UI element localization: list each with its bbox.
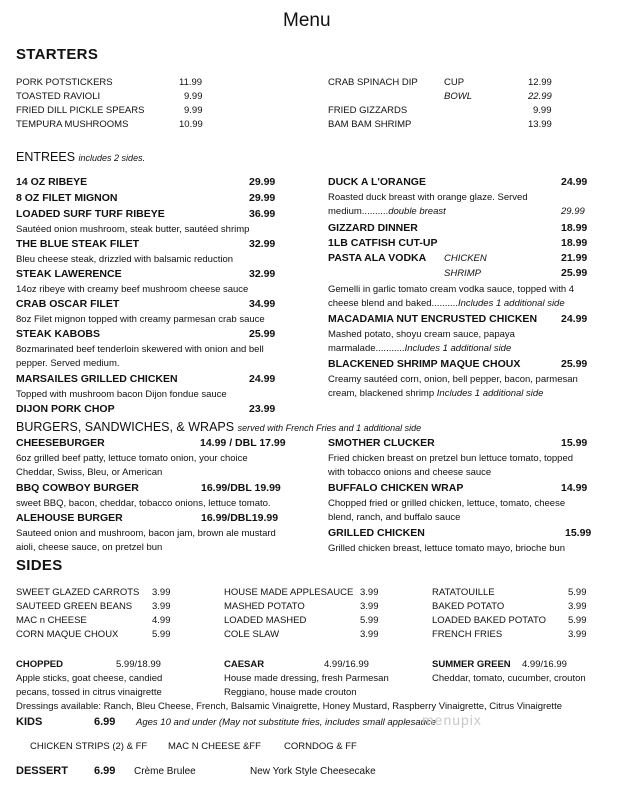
kids-item: CHICKEN STRIPS (2) & FF xyxy=(30,741,148,752)
entree-price: 24.99 xyxy=(249,373,276,385)
salad-description: Apple sticks, goat cheese, candied xyxy=(16,673,163,684)
entrees-heading: ENTREES includes 2 sides. xyxy=(16,150,146,164)
page-title: Menu xyxy=(283,10,331,31)
side-price: 3.99 xyxy=(360,587,379,598)
side-name: FRENCH FRIES xyxy=(432,629,503,640)
dessert-item: Crème Brulee xyxy=(134,766,196,777)
burger-description: Fried chicken breast on pretzel bun lettuce tomato, topped xyxy=(328,453,574,464)
dessert-item: New York Style Cheesecake xyxy=(250,766,376,777)
dessert-price: 6.99 xyxy=(94,765,116,777)
dressings-available: Dressings available: Ranch, Bleu Cheese, French, Balsamic Vinaigrette, Honey Mustard, Raspberry Vinaigrette, Citrus Vinaigrette xyxy=(16,701,562,712)
side-price: 3.99 xyxy=(360,629,379,640)
kids-item: MAC N CHEESE &FF xyxy=(168,741,261,752)
starter-name: PORK POTSTICKERS xyxy=(16,77,113,88)
salad-name: CHOPPED xyxy=(16,659,63,670)
sides-heading: SIDES xyxy=(16,557,63,574)
salad-price: 4.99/16.99 xyxy=(324,659,369,670)
side-name: RATATOUILLE xyxy=(432,587,495,598)
entree-description: 8oz Filet mignon topped with creamy parmesan crab sauce xyxy=(16,314,265,325)
entree-price: 24.99 xyxy=(561,313,588,325)
crab-dip-bowl-label: BOWL xyxy=(444,91,472,102)
burger-description: sweet BBQ, bacon, cheddar, tobacco onions, lettuce tomato. xyxy=(16,498,271,509)
entree-name: GIZZARD DINNER xyxy=(328,222,418,234)
entree-description: Roasted duck breast with orange glaze. Served xyxy=(328,192,528,203)
burger-description: Grilled chicken breast, lettuce tomato mayo, brioche bun xyxy=(328,543,566,554)
entrees-note: includes 2 sides. xyxy=(78,153,146,163)
side-name: SAUTEED GREEN BEANS xyxy=(16,601,133,612)
salad-price: 5.99/18.99 xyxy=(116,659,161,670)
side-price: 5.99 xyxy=(152,629,171,640)
burger-name: GRILLED CHICKEN xyxy=(328,527,425,539)
side-price: 4.99 xyxy=(152,615,171,626)
kids-note: Ages 10 and under (May not substitute fries, includes small applesauce xyxy=(136,717,436,728)
entree-description: Bleu cheese steak, drizzled with balsamic reduction xyxy=(16,254,234,265)
entree-name: DUCK A L'ORANGE xyxy=(328,176,426,188)
side-name: LOADED BAKED POTATO xyxy=(432,615,547,626)
burger-description: Sauteed onion and mushroom, bacon jam, brown ale mustard xyxy=(16,528,276,539)
entree-description: Topped with mushroom bacon Dijon fondue sauce xyxy=(16,389,227,400)
entree-name: 1LB CATFISH CUT-UP xyxy=(328,237,438,249)
entree-description: Sautéed onion mushroom, steak butter, sautéed shrimp xyxy=(16,224,250,235)
side-price: 3.99 xyxy=(568,601,587,612)
entree-description: pepper. Served medium. xyxy=(16,358,120,369)
starter-price: 13.99 xyxy=(528,119,552,130)
salad-description: Cheddar, tomato, cucumber, crouton xyxy=(432,673,586,684)
burger-description: Chopped fried or grilled chicken, lettuce, tomato, cheese xyxy=(328,498,566,509)
entree-description: marmalade...........Includes 1 additional side xyxy=(328,343,512,354)
entree-description: cheese blend and baked..........Includes 1 additional side xyxy=(328,298,565,309)
kids-heading: KIDS xyxy=(16,716,43,728)
kids-price: 6.99 xyxy=(94,716,116,728)
entree-name: THE BLUE STEAK FILET xyxy=(16,238,140,250)
dessert-heading: DESSERT xyxy=(16,765,68,777)
entree-price: 24.99 xyxy=(561,176,588,188)
entree-description: 8ozmarinated beef tenderloin skewered with onion and bell xyxy=(16,344,264,355)
entree-name: MACADAMIA NUT ENCRUSTED CHICKEN xyxy=(328,313,538,325)
entree-description: cream, blackened shrimp Includes 1 additional side xyxy=(328,388,544,399)
crab-dip-bowl-price: 22.99 xyxy=(528,91,552,102)
kids-item: CORNDOG & FF xyxy=(284,741,357,752)
burger-price: 15.99 xyxy=(565,527,592,539)
burgers-note: served with French Fries and 1 additional side xyxy=(237,423,422,433)
entree-price: 18.99 xyxy=(561,237,588,249)
entree-price: 25.99 xyxy=(561,267,588,279)
burger-description: 6oz grilled beef patty, lettuce tomato onion, your choice xyxy=(16,453,248,464)
entree-price: 18.99 xyxy=(561,222,588,234)
burger-price: 14.99 xyxy=(561,482,588,494)
side-price: 5.99 xyxy=(360,615,379,626)
side-name: SWEET GLAZED CARROTS xyxy=(16,587,140,598)
salad-description: Reggiano, house made crouton xyxy=(224,687,357,698)
entree-price: 23.99 xyxy=(249,403,276,415)
starter-name: FRIED DILL PICKLE SPEARS xyxy=(16,105,145,116)
side-name: MASHED POTATO xyxy=(224,601,305,612)
entree-price: 34.99 xyxy=(249,298,276,310)
salad-description: House made dressing, fresh Parmesan xyxy=(224,673,389,684)
side-name: LOADED MASHED xyxy=(224,615,307,626)
burger-name: SMOTHER CLUCKER xyxy=(328,437,435,449)
vodka-option: CHICKEN xyxy=(444,253,487,264)
entree-name: LOADED SURF TURF RIBEYE xyxy=(16,208,165,220)
crab-dip-cup-label: CUP xyxy=(444,77,465,88)
starter-price: 9.99 xyxy=(184,91,203,102)
burger-description: Cheddar, Swiss, Bleu, or American xyxy=(16,467,163,478)
burger-description: aioli, cheese sauce, on pretzel bun xyxy=(16,542,163,553)
entree-price: 29.99 xyxy=(249,176,276,188)
entree-price: 29.99 xyxy=(561,206,585,217)
entree-name: 8 OZ FILET MIGNON xyxy=(16,192,118,204)
side-name: COLE SLAW xyxy=(224,629,280,640)
entree-description: Mashed potato, shoyu cream sauce, papaya xyxy=(328,329,515,340)
burger-price: 16.99/DBL 19.99 xyxy=(201,482,281,494)
entree-price: 29.99 xyxy=(249,192,276,204)
burger-name: BUFFALO CHICKEN WRAP xyxy=(328,482,464,494)
entree-name: DIJON PORK CHOP xyxy=(16,403,115,415)
entree-name: STEAK KABOBS xyxy=(16,328,101,340)
burger-price: 15.99 xyxy=(561,437,588,449)
burger-description: with tobacco onions and cheese sauce xyxy=(328,467,492,478)
entree-price: 25.99 xyxy=(561,358,588,370)
salad-price: 4.99/16.99 xyxy=(522,659,567,670)
entree-name: BLACKENED SHRIMP MAQUE CHOUX xyxy=(328,358,521,370)
side-price: 5.99 xyxy=(568,587,587,598)
entree-description: 14oz ribeye with creamy beef mushroom cheese sauce xyxy=(16,284,249,295)
entree-name: CRAB OSCAR FILET xyxy=(16,298,120,310)
starter-price: 11.99 xyxy=(179,77,203,88)
burgers-heading: BURGERS, SANDWICHES, & WRAPS served with French Fries and 1 additional side xyxy=(16,420,422,434)
salad-description: pecans, tossed in citrus vinaigrette xyxy=(16,687,162,698)
entree-name: STEAK LAWERENCE xyxy=(16,268,122,280)
entree-name: PASTA ALA VODKA xyxy=(328,252,427,264)
entree-name: MARSAILES GRILLED CHICKEN xyxy=(16,373,178,385)
burger-price: 16.99/DBL19.99 xyxy=(201,512,279,524)
entree-name: 14 OZ RIBEYE xyxy=(16,176,88,188)
entree-price: 21.99 xyxy=(561,252,588,264)
vodka-option: SHRIMP xyxy=(444,268,481,279)
burger-name: CHEESEBURGER xyxy=(16,437,105,449)
entree-price: 36.99 xyxy=(249,208,276,220)
starter-price: 9.99 xyxy=(184,105,203,116)
entree-description: medium..........double breast xyxy=(328,206,446,217)
salad-name: SUMMER GREEN xyxy=(432,659,511,670)
side-name: MAC n CHEESE xyxy=(16,615,87,626)
side-price: 5.99 xyxy=(568,615,587,626)
starter-price: 10.99 xyxy=(179,119,203,130)
entree-description: Gemelli in garlic tomato cream vodka sauce, topped with 4 xyxy=(328,284,575,295)
burger-name: ALEHOUSE BURGER xyxy=(16,512,123,524)
entree-description: Creamy sautéed corn, onion, bell pepper, bacon, parmesan xyxy=(328,374,578,385)
starter-name: TOASTED RAVIOLI xyxy=(16,91,101,102)
salad-name: CAESAR xyxy=(224,659,265,670)
side-price: 3.99 xyxy=(152,601,171,612)
burger-name: BBQ COWBOY BURGER xyxy=(16,482,139,494)
side-name: BAKED POTATO xyxy=(432,601,505,612)
starter-name: TEMPURA MUSHROOMS xyxy=(16,119,129,130)
side-price: 3.99 xyxy=(568,629,587,640)
burger-description: blend, ranch, and buffalo sauce xyxy=(328,512,461,523)
side-price: 3.99 xyxy=(152,587,171,598)
starter-name: CRAB SPINACH DIP xyxy=(328,77,418,88)
crab-dip-cup-price: 12.99 xyxy=(528,77,552,88)
burger-price: 14.99 / DBL 17.99 xyxy=(200,437,286,449)
starters-heading: STARTERS xyxy=(16,46,99,63)
entree-price: 25.99 xyxy=(249,328,276,340)
side-name: CORN MAQUE CHOUX xyxy=(16,629,119,640)
entree-price: 32.99 xyxy=(249,268,276,280)
starter-price: 9.99 xyxy=(533,105,552,116)
entree-price: 32.99 xyxy=(249,238,276,250)
side-name: HOUSE MADE APPLESAUCE xyxy=(224,587,354,598)
starter-name: FRIED GIZZARDS xyxy=(328,105,408,116)
side-price: 3.99 xyxy=(360,601,379,612)
starter-name: BAM BAM SHRIMP xyxy=(328,119,412,130)
watermark-logo: menupix xyxy=(422,712,482,728)
